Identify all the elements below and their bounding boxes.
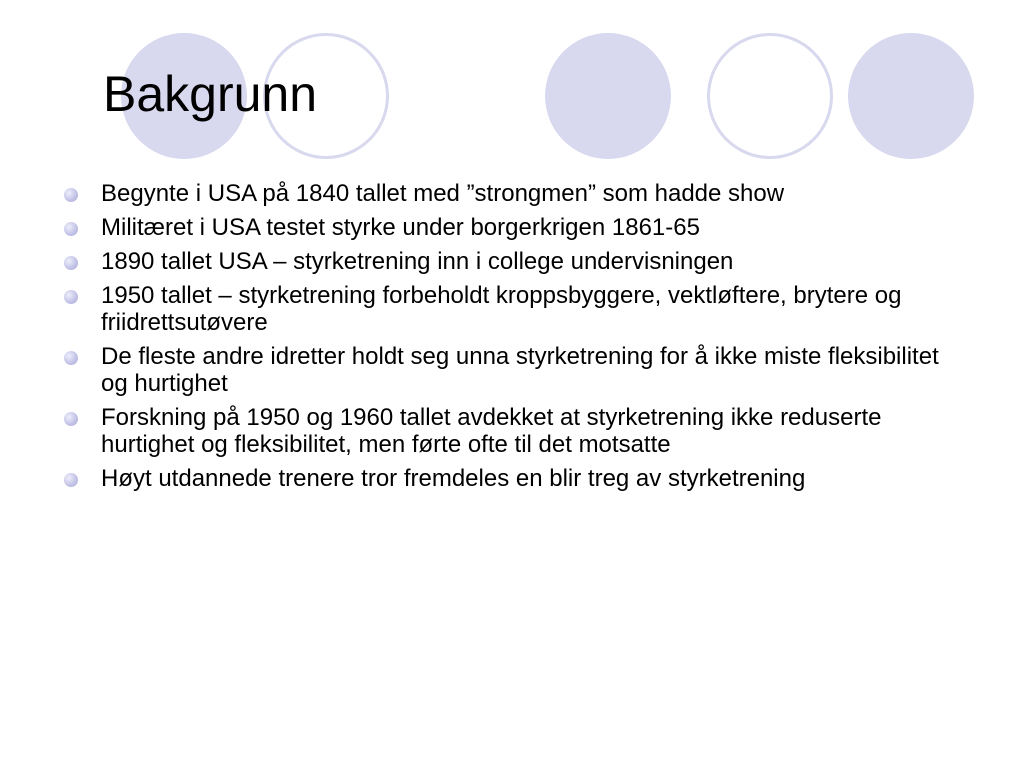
bullet-item bbox=[64, 404, 964, 458]
bullet-item bbox=[64, 214, 964, 241]
bullet-item bbox=[64, 248, 964, 275]
bullet-dot-icon bbox=[64, 473, 78, 487]
bullet-item bbox=[64, 343, 964, 397]
bullet-dot-icon bbox=[64, 290, 78, 304]
bullet-text: 1890 tallet USA – styrketrening inn i college undervisningen bbox=[101, 248, 734, 275]
bullet-item bbox=[64, 180, 964, 207]
bullet-item bbox=[64, 465, 964, 492]
bullet-dot-icon bbox=[64, 351, 78, 365]
bullet-dot-icon bbox=[64, 412, 78, 426]
bullet-dot-icon bbox=[64, 256, 78, 270]
bullet-text: Begynte i USA på 1840 tallet med ”strongmen” som hadde show bbox=[101, 180, 785, 207]
decorative-circle-filled bbox=[545, 33, 671, 159]
decorative-circle-filled bbox=[848, 33, 974, 159]
bullet-text: Militæret i USA testet styrke under borgerkrigen 1861-65 bbox=[101, 214, 700, 241]
bullet-item bbox=[64, 282, 964, 336]
bullet-text: De fleste andre idretter holdt seg unna styrketrening for å ikke miste fleksibilitet og hurtighet bbox=[101, 343, 939, 397]
bullet-dot-icon bbox=[64, 222, 78, 236]
bullet-list bbox=[64, 180, 964, 499]
bullet-text: Høyt utdannede trenere tror fremdeles en blir treg av styrketrening bbox=[101, 465, 806, 492]
bullet-text: 1950 tallet – styrketrening forbeholdt kroppsbyggere, vektløftere, brytere og friidrettsutøvere bbox=[101, 282, 902, 336]
decorative-circle-outline bbox=[707, 33, 833, 159]
bullet-text: Forskning på 1950 og 1960 tallet avdekket at styrketrening ikke reduserte hurtighet og fleksibilitet, men førte ofte til det motsatte bbox=[101, 404, 882, 458]
bullet-dot-icon bbox=[64, 188, 78, 202]
slide-title: Bakgrunn bbox=[103, 66, 318, 122]
